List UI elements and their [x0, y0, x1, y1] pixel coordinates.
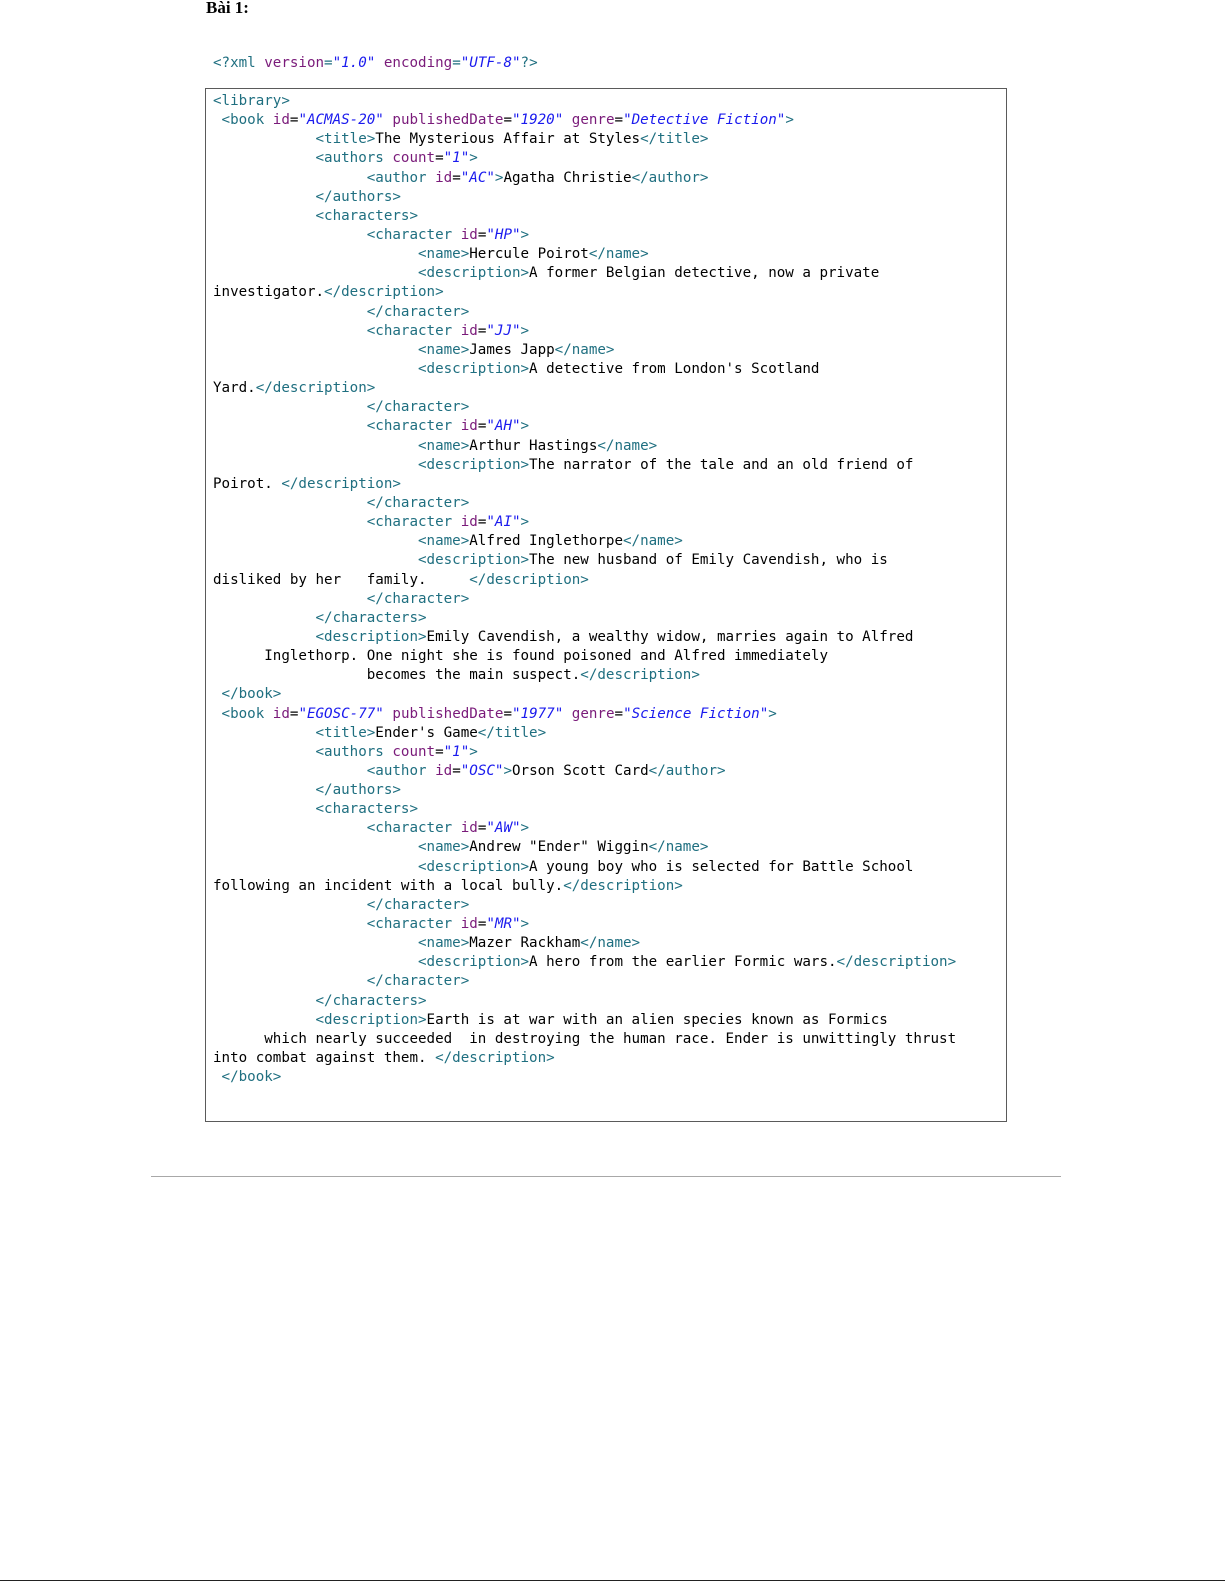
xml-text-token — [213, 782, 316, 798]
xml-tag-token: > — [469, 150, 478, 167]
code-line — [213, 972, 956, 991]
xml-text-token — [213, 591, 367, 607]
xml-text-token — [213, 189, 316, 205]
xml-value-token: "1.0" — [332, 55, 376, 71]
xml-value-token: "1977" — [512, 705, 564, 722]
code-line — [213, 494, 956, 513]
xml-tag-token: <name> — [418, 341, 470, 358]
code-line — [213, 437, 956, 456]
xml-tag-token: <description> — [418, 954, 530, 971]
xml-text-token — [213, 610, 316, 626]
xml-tag-token: > — [520, 226, 530, 243]
xml-text-token — [213, 552, 418, 568]
xml-attribute-token: genre — [571, 112, 615, 129]
code-line — [213, 819, 956, 838]
xml-text-token — [213, 820, 367, 836]
xml-value-token: "1920" — [512, 112, 564, 129]
xml-tag-token: </name> — [648, 839, 709, 856]
xml-tag-token: <characters> — [315, 801, 418, 818]
xml-tag-token: <author — [366, 762, 436, 779]
xml-text-token — [213, 533, 418, 549]
xml-text-token: Ender's Game — [375, 724, 478, 741]
xml-text-token: disliked by her family. — [213, 571, 470, 588]
xml-tag-token: <name> — [418, 935, 470, 952]
xml-tag-token: > — [520, 322, 530, 339]
xml-text-token — [213, 399, 367, 415]
xml-text-token — [563, 112, 572, 128]
xml-tag-token: <book — [213, 705, 273, 722]
code-line — [213, 264, 956, 283]
xml-text-token: Alfred Inglethorpe — [469, 533, 623, 550]
xml-tag-token: </description> — [580, 667, 700, 684]
xml-text-token: = — [477, 514, 487, 531]
xml-attribute-token: id — [272, 705, 290, 722]
xml-tag-token: <?xml — [213, 55, 265, 71]
xml-tag-token: </description> — [435, 1050, 555, 1067]
xml-text-token — [213, 897, 367, 913]
xml-tag-token: > — [503, 762, 512, 779]
xml-tag-token: </character> — [366, 973, 470, 990]
code-line — [213, 743, 956, 762]
xml-text-token — [213, 246, 418, 262]
xml-attribute-token: id — [460, 916, 478, 933]
xml-tag-token: > — [785, 112, 794, 129]
xml-tag-token: </character> — [366, 494, 470, 511]
xml-text-token: = — [477, 820, 487, 837]
xml-tag-token: </author> — [648, 762, 726, 779]
xml-text-token — [213, 514, 367, 530]
xml-attribute-token: publishedDate — [392, 112, 504, 129]
xml-attribute-token: genre — [571, 705, 615, 722]
xml-text-token: = — [614, 705, 624, 722]
code-line — [213, 475, 956, 494]
xml-tag-token: = — [452, 55, 461, 71]
horizontal-divider — [151, 1176, 1061, 1177]
xml-attribute-token: publishedDate — [392, 705, 504, 722]
xml-tag-token: </description> — [281, 475, 401, 492]
xml-text-token: = — [452, 169, 461, 186]
xml-text-token: A detective from London's Scotland — [529, 360, 820, 377]
xml-value-token: "UTF-8" — [460, 55, 521, 71]
xml-text-token: which nearly succeeded in destroying the human race. Ender is unwittingly thrust — [213, 1030, 957, 1047]
xml-tag-token: <library> — [213, 93, 290, 109]
xml-text-token: Andrew "Ender" Wiggin — [469, 839, 649, 856]
xml-tag-token: <character — [366, 418, 461, 435]
xml-text-token — [213, 342, 418, 358]
xml-text-token: = — [289, 112, 299, 129]
xml-value-token: "HP" — [486, 226, 521, 243]
xml-tag-token: </character> — [366, 590, 470, 607]
code-line — [213, 762, 956, 781]
code-line — [213, 341, 956, 360]
xml-tag-token: <character — [366, 916, 461, 933]
xml-value-token: "ACMAS-20" — [298, 112, 384, 129]
code-line — [213, 781, 956, 800]
xml-text-token: into combat against them. — [213, 1050, 436, 1067]
code-line — [213, 666, 956, 685]
code-line — [213, 226, 956, 245]
xml-tag-token: <title> — [315, 724, 376, 741]
code-line — [213, 1068, 956, 1087]
xml-text-token: following an incident with a local bully. — [213, 877, 564, 894]
code-line — [213, 1011, 956, 1030]
xml-attribute-token: id — [460, 820, 478, 837]
xml-text-token: The Mysterious Affair at Styles — [375, 131, 641, 148]
xml-text-token — [213, 935, 418, 951]
code-line — [213, 303, 956, 322]
xml-text-token — [213, 801, 316, 817]
xml-text-token — [213, 131, 316, 147]
xml-value-token: "Detective Fiction" — [623, 112, 786, 129]
xml-tag-token: > — [494, 169, 504, 186]
code-line — [213, 245, 956, 264]
xml-text-token — [213, 265, 418, 281]
xml-text-token — [213, 916, 367, 932]
code-line — [213, 705, 956, 724]
xml-tag-token: <name> — [418, 437, 470, 454]
xml-text-token: James Japp — [469, 341, 555, 358]
xml-text-token — [213, 1012, 316, 1028]
xml-attribute-token: id — [435, 762, 453, 779]
xml-tag-token: </character> — [366, 399, 470, 416]
xml-tag-token: </title> — [477, 724, 547, 741]
xml-tag-token: <authors — [315, 150, 393, 167]
xml-tag-token: <description> — [315, 628, 427, 645]
code-line — [213, 858, 956, 877]
xml-value-token: "EGOSC-77" — [298, 705, 384, 722]
xml-value-token: "AW" — [486, 820, 521, 837]
xml-tag-token: <description> — [418, 265, 530, 282]
xml-text-token — [213, 993, 316, 1009]
xml-text-token — [213, 304, 367, 320]
xml-tag-token: </description> — [255, 380, 376, 397]
xml-text-token: A hero from the earlier Formic wars. — [529, 954, 837, 971]
xml-code — [213, 92, 956, 1087]
xml-tag-token: <description> — [418, 858, 530, 875]
xml-tag-token: <name> — [418, 533, 470, 550]
code-line — [213, 877, 956, 896]
xml-tag-token: > — [469, 743, 478, 760]
xml-tag-token: > — [520, 820, 530, 837]
xml-text-token — [213, 973, 367, 989]
xml-tag-token: </description> — [324, 284, 444, 301]
xml-tag-token: > — [520, 418, 530, 435]
code-line — [213, 188, 956, 207]
xml-tag-token: </name> — [588, 246, 649, 263]
xml-value-token: "JJ" — [486, 322, 521, 339]
xml-text-token: = — [435, 150, 444, 167]
xml-text-token: Arthur Hastings — [469, 437, 598, 454]
xml-attribute-token: id — [435, 169, 453, 186]
xml-text-token: Mazer Rackham — [469, 935, 581, 952]
xml-text-token: = — [614, 112, 624, 129]
xml-text-token: = — [503, 112, 512, 129]
xml-tag-token: <character — [366, 514, 461, 531]
xml-text-token — [213, 418, 367, 434]
xml-tag-token: <description> — [418, 360, 530, 377]
xml-tag-token: </characters> — [315, 609, 427, 626]
xml-tag-token: <authors — [315, 743, 393, 760]
code-line — [213, 571, 956, 590]
xml-tag-token: <character — [366, 226, 461, 243]
xml-value-token: "AH" — [486, 418, 521, 435]
xml-tag-token: <characters> — [315, 207, 418, 224]
code-line — [213, 896, 956, 915]
xml-text-token — [213, 457, 418, 473]
code-line — [213, 992, 956, 1011]
code-line — [213, 838, 956, 857]
page-bottom-divider — [0, 1580, 1225, 1581]
xml-text-token: Yard. — [213, 380, 256, 397]
xml-value-token: "OSC" — [460, 762, 504, 779]
xml-value-token: "Science Fiction" — [623, 705, 769, 722]
xml-declaration — [213, 54, 538, 73]
xml-attribute-token: id — [460, 514, 478, 531]
xml-tag-token: </authors> — [315, 188, 401, 205]
code-line — [213, 800, 956, 819]
xml-tag-token: </character> — [366, 896, 470, 913]
xml-tag-token: </description> — [563, 877, 683, 894]
xml-text-token — [213, 438, 418, 454]
xml-tag-token: > — [520, 514, 530, 531]
xml-text-token: A former Belgian detective, now a private — [529, 265, 880, 282]
xml-attribute-token: id — [272, 112, 290, 129]
xml-tag-token: <description> — [315, 1011, 427, 1028]
code-line — [213, 934, 956, 953]
xml-text-token: = — [452, 762, 461, 779]
xml-text-token — [213, 361, 418, 377]
xml-text-token — [213, 495, 367, 511]
xml-text-token — [213, 839, 418, 855]
xml-text-token: The narrator of the tale and an old friend of — [529, 456, 914, 473]
xml-tag-token: </name> — [554, 341, 615, 358]
code-line — [213, 417, 956, 436]
xml-tag-token: </name> — [580, 935, 641, 952]
xml-text-token — [213, 725, 316, 741]
xml-tag-token: </character> — [366, 303, 470, 320]
xml-attribute-token: count — [392, 150, 436, 167]
code-line — [213, 628, 956, 647]
xml-tag-token: </characters> — [315, 992, 427, 1009]
xml-attribute-token: count — [392, 743, 436, 760]
xml-text-token: Orson Scott Card — [512, 762, 649, 779]
xml-tag-token: </book> — [213, 1069, 282, 1086]
xml-text-token — [213, 150, 316, 166]
code-line — [213, 647, 956, 666]
xml-tag-token: <description> — [418, 456, 530, 473]
code-line — [213, 379, 956, 398]
xml-text-token: Inglethorp. One night she is found poisoned and Alfred immediately — [213, 648, 828, 665]
xml-text-token: = — [477, 418, 487, 435]
xml-text-token — [213, 170, 367, 186]
xml-text-token: Earth is at war with an alien species known as Formics — [426, 1011, 888, 1028]
code-line — [213, 532, 956, 551]
xml-tag-token: <title> — [315, 131, 376, 148]
xml-text-token — [213, 763, 367, 779]
xml-tag-token: <name> — [418, 839, 470, 856]
xml-text-token — [213, 954, 418, 970]
xml-tag-token: <book — [213, 112, 273, 129]
xml-tag-token: > — [520, 916, 530, 933]
xml-tag-token — [375, 55, 384, 71]
code-line — [213, 551, 956, 570]
xml-attribute-token: id — [460, 322, 478, 339]
code-line — [213, 398, 956, 417]
xml-value-token: "MR" — [486, 916, 521, 933]
code-line — [213, 149, 956, 168]
code-line — [213, 130, 956, 149]
xml-tag-token: </title> — [640, 131, 709, 148]
code-line — [213, 322, 956, 341]
xml-text-token: = — [477, 916, 487, 933]
xml-text-token — [213, 859, 418, 875]
code-line — [213, 915, 956, 934]
xml-text-token: becomes the main suspect. — [213, 667, 581, 684]
xml-tag-token: </name> — [623, 533, 683, 550]
xml-attribute-token: encoding — [383, 55, 453, 71]
xml-tag-token: <name> — [418, 246, 470, 263]
xml-text-token — [213, 227, 367, 243]
xml-tag-token: ?> — [520, 55, 538, 71]
code-line — [213, 283, 956, 302]
xml-tag-token: </name> — [597, 437, 658, 454]
xml-value-token: "AI" — [486, 514, 521, 531]
xml-tag-token: </author> — [631, 169, 709, 186]
xml-text-token: = — [289, 705, 299, 722]
xml-value-token: "1" — [443, 743, 470, 760]
code-line — [213, 609, 956, 628]
code-line — [213, 953, 956, 972]
code-line — [213, 1049, 956, 1068]
xml-tag-token: </description> — [469, 571, 589, 588]
xml-text-token — [213, 629, 316, 645]
xml-tag-token: <author — [366, 169, 436, 186]
xml-attribute-token: id — [460, 226, 478, 243]
xml-tag-token: = — [324, 55, 333, 71]
xml-text-token — [213, 323, 367, 339]
xml-tag-token: <description> — [418, 552, 530, 569]
xml-tag-token: > — [768, 705, 777, 722]
code-line — [213, 590, 956, 609]
code-line — [213, 685, 956, 704]
xml-value-token: "1" — [443, 150, 470, 167]
xml-text-token: = — [477, 226, 487, 243]
xml-text-token: A young boy who is selected for Battle School — [529, 858, 914, 875]
code-line — [213, 92, 956, 111]
code-line — [213, 1030, 956, 1049]
code-line — [213, 513, 956, 532]
xml-tag-token: <character — [366, 322, 461, 339]
code-line — [213, 724, 956, 743]
xml-text-token — [563, 706, 572, 722]
xml-tag-token: <character — [366, 820, 461, 837]
xml-text-token: Emily Cavendish, a wealthy widow, marries again to Alfred — [426, 628, 914, 645]
xml-text-token: = — [477, 322, 487, 339]
xml-attribute-token: version — [264, 55, 325, 71]
code-line — [213, 456, 956, 475]
xml-text-token: investigator. — [213, 284, 325, 301]
xml-text-token: The new husband of Emily Cavendish, who is — [529, 552, 888, 569]
xml-text-token — [213, 744, 316, 760]
code-line — [213, 207, 956, 226]
xml-tag-token: </book> — [213, 686, 282, 703]
xml-text-token: Agatha Christie — [503, 169, 632, 186]
xml-value-token: "AC" — [460, 169, 495, 186]
exercise-heading: Bài 1: — [206, 0, 249, 17]
xml-text-token: Poirot. — [213, 475, 282, 492]
xml-code-block — [205, 88, 1007, 1122]
xml-tag-token: </authors> — [315, 782, 401, 799]
code-line — [213, 360, 956, 379]
code-line — [213, 169, 956, 188]
xml-attribute-token: id — [460, 418, 478, 435]
xml-text-token: = — [435, 743, 444, 760]
xml-text-token: Hercule Poirot — [469, 246, 589, 263]
xml-text-token — [213, 208, 316, 224]
xml-text-token: = — [503, 705, 512, 722]
xml-tag-token: </description> — [836, 954, 957, 971]
code-line — [213, 111, 956, 130]
